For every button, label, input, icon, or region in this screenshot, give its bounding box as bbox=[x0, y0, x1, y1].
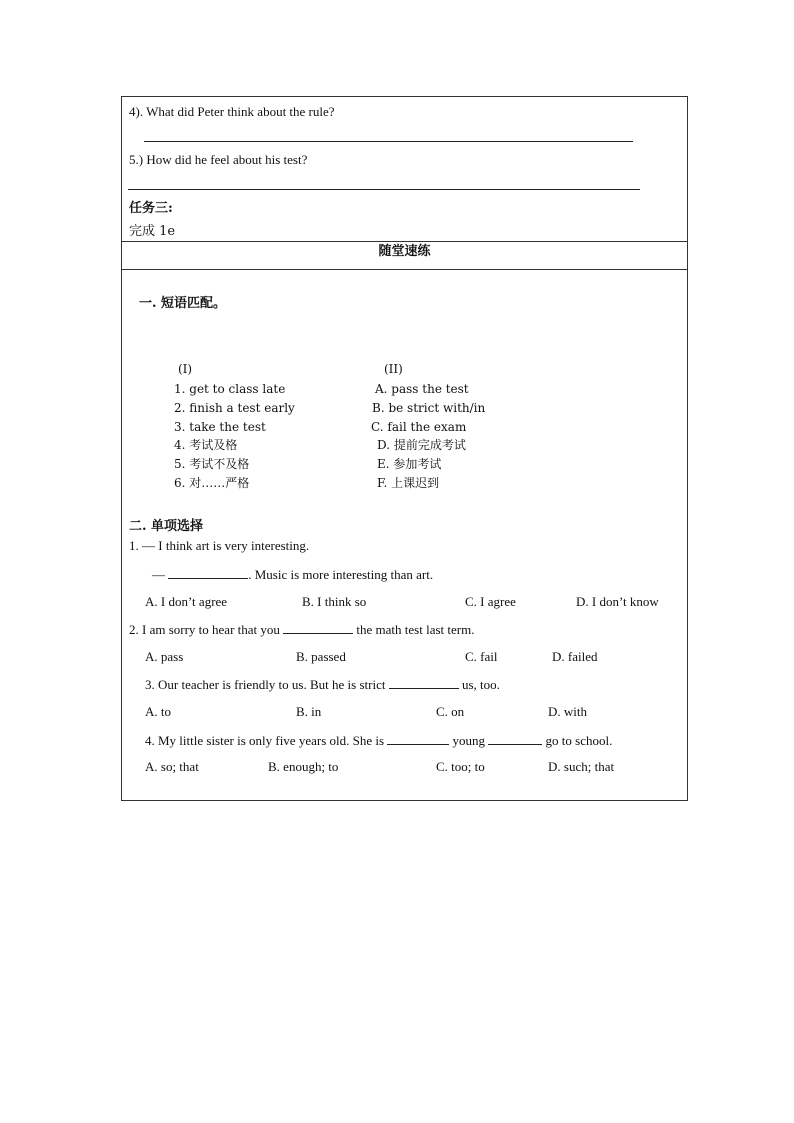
row-divider bbox=[122, 241, 687, 242]
response-text: . Music is more interesting than art. bbox=[248, 567, 434, 582]
option: B. in bbox=[296, 704, 322, 719]
answer-line-5 bbox=[128, 189, 640, 190]
match-right-item: D. 提前完成考试 bbox=[377, 438, 466, 452]
choice-question-1-response bbox=[152, 566, 433, 583]
matching-title: 一. 短语匹配。 bbox=[139, 296, 227, 311]
option: C. too; to bbox=[436, 759, 485, 774]
col2-header: (II) bbox=[384, 362, 403, 376]
option: D. with bbox=[548, 704, 587, 719]
option: A. so; that bbox=[145, 759, 199, 774]
task3-label: 任务三: bbox=[129, 201, 173, 216]
option: D. such; that bbox=[548, 759, 615, 774]
fill-blank[interactable] bbox=[168, 566, 248, 579]
match-left-item: 3. take the test bbox=[174, 420, 266, 434]
match-left-item: 6. 对……严格 bbox=[174, 476, 250, 490]
practice-title: 随堂速练 bbox=[378, 244, 431, 259]
fill-blank[interactable] bbox=[283, 621, 353, 634]
option: A. I don’t agree bbox=[145, 594, 228, 609]
match-right-item: A. pass the test bbox=[375, 382, 469, 396]
option: B. passed bbox=[296, 649, 346, 664]
match-right-item: E. 参加考试 bbox=[377, 457, 442, 471]
choice-question-3: 3. Our teacher is friendly to us. But he is strict us, too. bbox=[145, 677, 500, 692]
choice-question-1: 1. — I think art is very interesting. bbox=[129, 538, 310, 553]
option: B. enough; to bbox=[268, 759, 339, 774]
worksheet-table bbox=[121, 96, 688, 801]
match-right-item: C. fail the exam bbox=[371, 420, 467, 434]
match-right-item: B. be strict with/in bbox=[372, 401, 486, 415]
fill-blank[interactable] bbox=[389, 676, 459, 689]
option: C. I agree bbox=[465, 594, 516, 609]
fill-blank[interactable] bbox=[488, 732, 542, 745]
choice-question-2: 2. I am sorry to hear that you the math test last term. bbox=[129, 622, 475, 637]
match-left-item: 4. 考试及格 bbox=[174, 438, 238, 452]
choice-title: 二. 单项选择 bbox=[129, 519, 204, 534]
match-left-item: 1. get to class late bbox=[174, 382, 286, 396]
fill-blank[interactable] bbox=[387, 732, 449, 745]
option: A. to bbox=[145, 704, 171, 719]
match-left-item: 5. 考试不及格 bbox=[174, 457, 250, 471]
choice-question-4: 4. My little sister is only five years old. She is young go to school. bbox=[145, 733, 613, 748]
option: C. fail bbox=[465, 649, 498, 664]
col1-header: (I) bbox=[178, 362, 193, 376]
question-4: 4). What did Peter think about the rule? bbox=[129, 104, 335, 119]
option: D. failed bbox=[552, 649, 598, 664]
match-left-item: 2. finish a test early bbox=[174, 401, 295, 415]
question-5: 5.) How did he feel about his test? bbox=[129, 152, 308, 167]
option: A. pass bbox=[145, 649, 184, 664]
match-right-item: F. 上课迟到 bbox=[377, 476, 440, 490]
task3-content: 完成 1e bbox=[129, 224, 176, 239]
option: B. I think so bbox=[302, 594, 367, 609]
option: C. on bbox=[436, 704, 465, 719]
answer-line-4 bbox=[144, 141, 633, 142]
option: D. I don’t know bbox=[576, 594, 659, 609]
dash-text: — bbox=[152, 567, 165, 582]
row-divider bbox=[122, 269, 687, 270]
